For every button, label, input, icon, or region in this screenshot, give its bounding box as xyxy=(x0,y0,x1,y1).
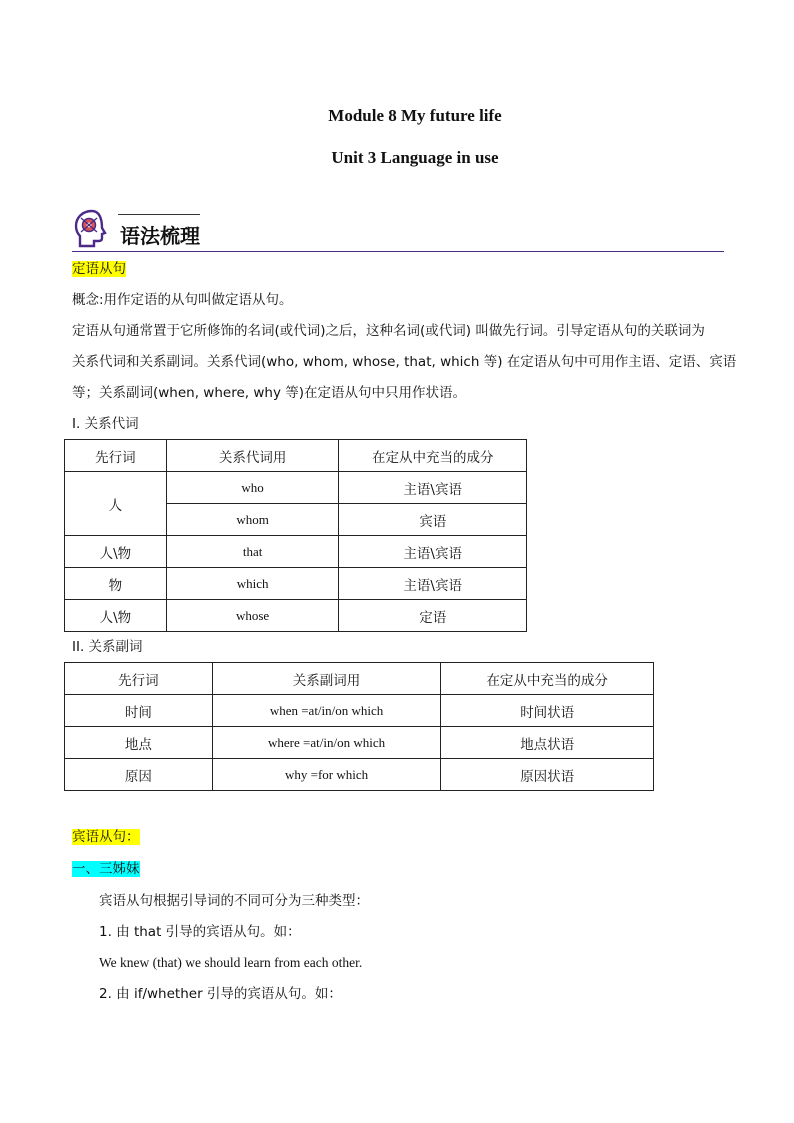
antecedent-cell: 人\物 xyxy=(65,536,167,568)
object-clause-item-1: 1. 由 that 引导的宾语从句。如： xyxy=(99,924,301,940)
example-sentence-1: We knew (that) we should learn from each other. xyxy=(99,955,363,970)
antecedent-cell: 人\物 xyxy=(65,600,167,632)
table-row xyxy=(65,568,527,600)
role-cell: 原因状语 xyxy=(441,759,654,791)
table-row xyxy=(65,727,654,759)
concept-text: 概念:用作定语的从句叫做定语从句。 xyxy=(72,292,293,308)
attributive-heading-text: 定语从句 xyxy=(72,261,126,277)
paragraph-line-3: 等；关系副词(when, where, why 等)在定语从句中只用作状语。 xyxy=(72,385,466,401)
object-clause-heading xyxy=(72,827,140,847)
table-row xyxy=(65,472,527,504)
object-clause-subheading xyxy=(72,859,140,879)
paragraph-line-2: 关系代词和关系副词。关系代词(who, whom, whose, that, which 等) 在定语从句中可用作主语、定语、宾语 xyxy=(72,354,737,370)
table-row xyxy=(65,759,654,791)
attributive-heading xyxy=(72,259,126,279)
antecedent-cell: 人 xyxy=(65,472,167,536)
role-cell: 时间状语 xyxy=(441,695,654,727)
header-cell: 关系代词用 xyxy=(166,440,339,472)
table-row xyxy=(65,600,527,632)
object-clause-intro: 宾语从句根据引导词的不同可分为三种类型： xyxy=(99,893,369,909)
header-cell: 在定从中充当的成分 xyxy=(441,663,654,695)
adverb-table-label: II. 关系副词 xyxy=(72,639,143,655)
header-cell: 在定从中充当的成分 xyxy=(339,440,527,472)
table-header-row xyxy=(65,440,527,472)
unit-title: Unit 3 Language in use xyxy=(331,148,499,167)
section-divider xyxy=(72,251,724,252)
section-title: 语法梳理 xyxy=(120,224,200,248)
table-row xyxy=(65,695,654,727)
module-title: Module 8 My future life xyxy=(328,106,502,125)
antecedent-cell: 原因 xyxy=(65,759,213,791)
antecedent-cell: 物 xyxy=(65,568,167,600)
role-cell: 地点状语 xyxy=(441,727,654,759)
object-clause-subheading-text: 一、三姊妹 xyxy=(72,861,140,877)
role-cell: 主语\宾语 xyxy=(339,568,527,600)
antecedent-cell: 时间 xyxy=(65,695,213,727)
table-header-row xyxy=(65,663,654,695)
table-row xyxy=(65,536,527,568)
header-cell: 关系副词用 xyxy=(212,663,441,695)
object-clause-heading-text: 宾语从句： xyxy=(72,829,140,845)
relative-pronoun-table xyxy=(64,439,527,632)
section-header xyxy=(72,208,724,252)
pronoun-cell: that xyxy=(166,536,339,568)
object-clause-item-2: 2. 由 if/whether 引导的宾语从句。如： xyxy=(99,986,342,1002)
brain-gear-icon xyxy=(72,208,112,250)
pronoun-cell: whom xyxy=(166,504,339,536)
header-cell: 先行词 xyxy=(65,663,213,695)
pronoun-cell: who xyxy=(166,472,339,504)
paragraph-line-1: 定语从句通常置于它所修饰的名词(或代词)之后，这种名词(或代词) 叫做先行词。引导定语从句的关联词为 xyxy=(72,323,705,339)
adverb-cell: why =for which xyxy=(212,759,441,791)
role-cell: 定语 xyxy=(339,600,527,632)
role-cell: 主语\宾语 xyxy=(339,472,527,504)
relative-adverb-table xyxy=(64,662,654,791)
role-cell: 宾语 xyxy=(339,504,527,536)
pronoun-table-label: I. 关系代词 xyxy=(72,416,139,432)
header-cell: 先行词 xyxy=(65,440,167,472)
pronoun-cell: whose xyxy=(166,600,339,632)
adverb-cell: where =at/in/on which xyxy=(212,727,441,759)
section-overline xyxy=(118,214,200,215)
pronoun-cell: which xyxy=(166,568,339,600)
adverb-cell: when =at/in/on which xyxy=(212,695,441,727)
role-cell: 主语\宾语 xyxy=(339,536,527,568)
antecedent-cell: 地点 xyxy=(65,727,213,759)
